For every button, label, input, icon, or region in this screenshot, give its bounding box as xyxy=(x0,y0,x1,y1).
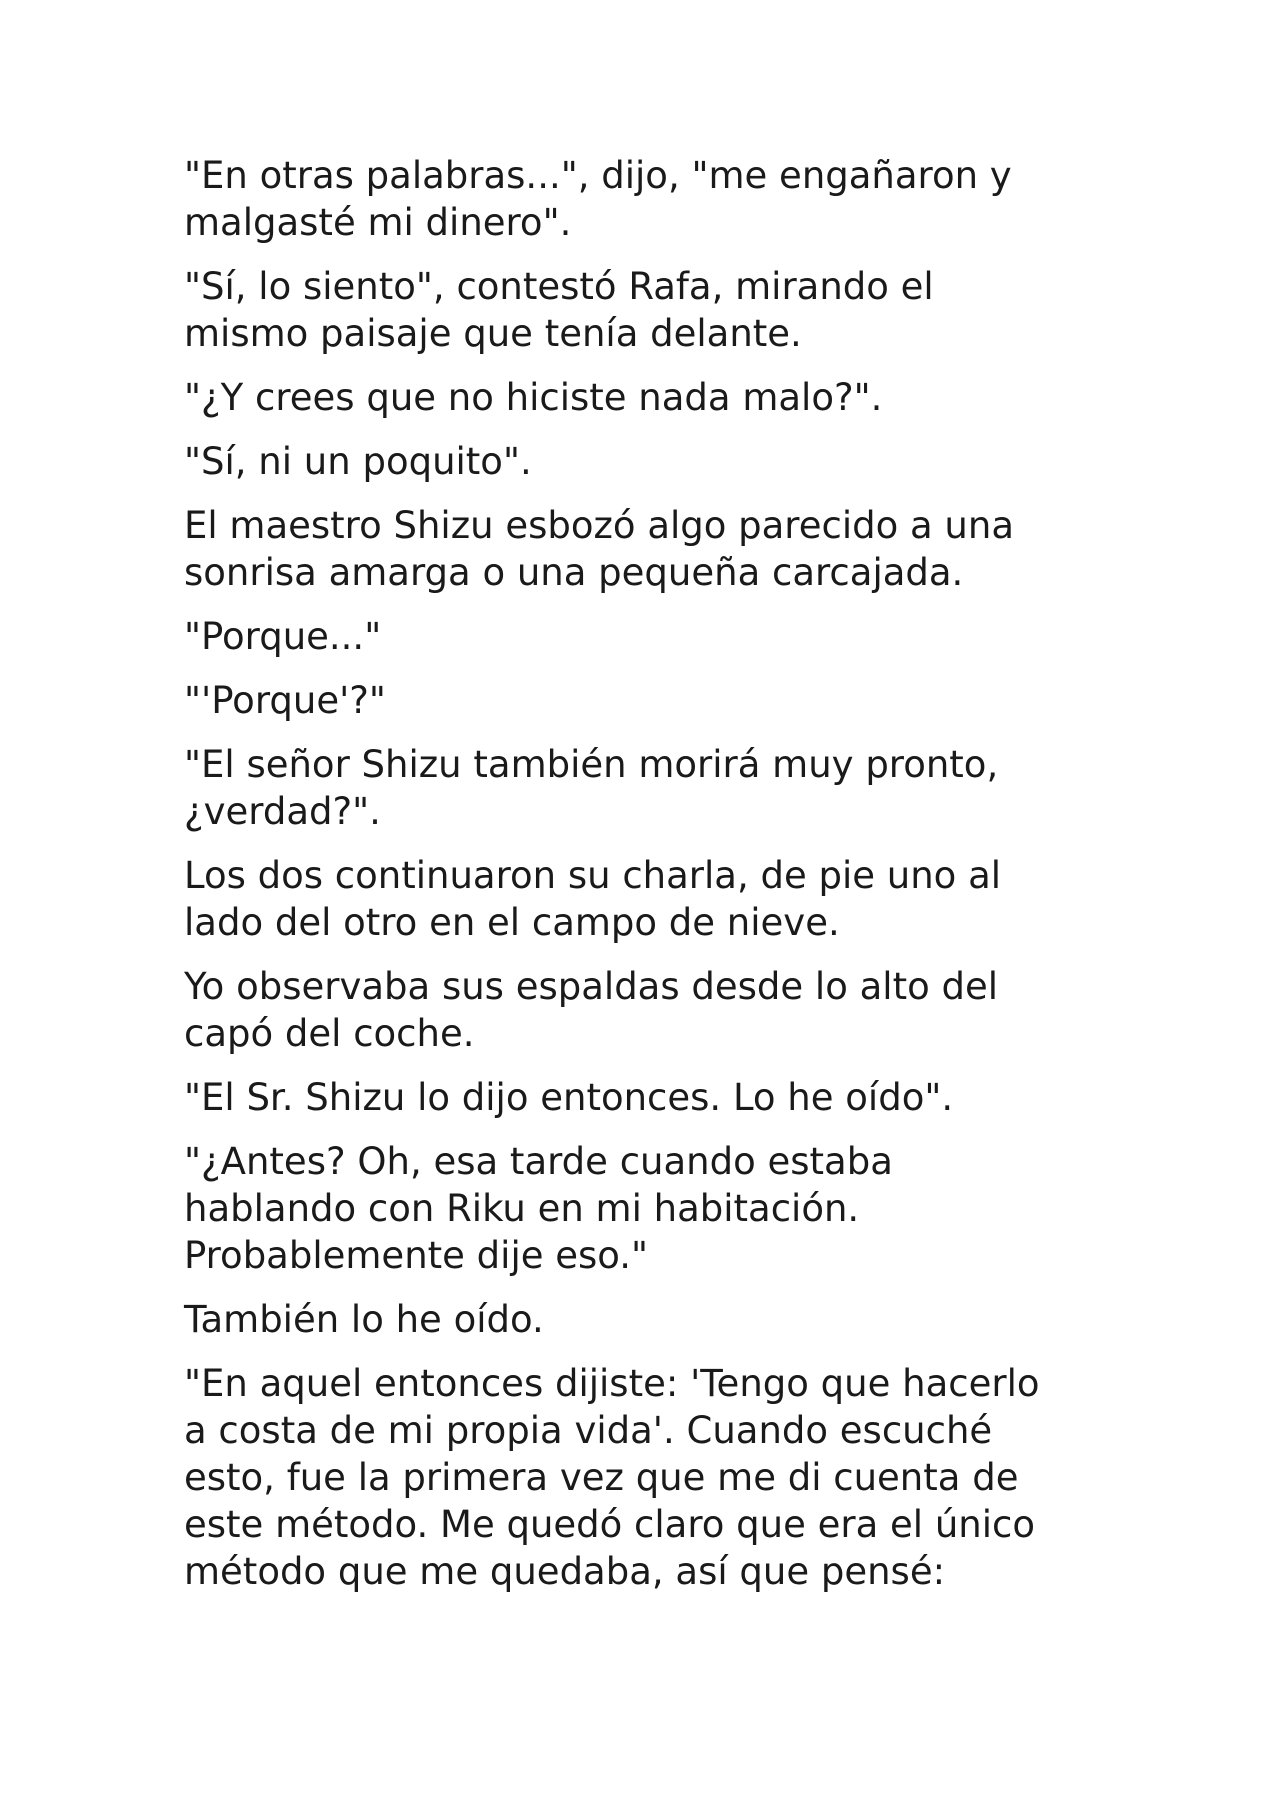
paragraph: "¿Antes? Oh, esa tarde cuando estaba hablando con Riku en mi habitación. Probablemente dije eso." xyxy=(184,1140,893,1277)
paragraph: Los dos continuaron su charla, de pie uno al lado del otro en el campo de nieve. xyxy=(184,854,1002,944)
paragraph: Yo observaba sus espaldas desde lo alto del capó del coche. xyxy=(184,965,998,1055)
paragraph: "Sí, ni un poquito". xyxy=(184,440,532,483)
paragraph: "En otras palabras...", dijo, "me engañaron y malgasté mi dinero". xyxy=(184,154,1012,244)
paragraph: "Sí, lo siento", contestó Rafa, mirando el mismo paisaje que tenía delante. xyxy=(184,265,934,355)
paragraph: "'Porque'?" xyxy=(184,679,386,722)
paragraph: "¿Y crees que no hiciste nada malo?". xyxy=(184,376,883,419)
paragraph: "Porque..." xyxy=(184,615,382,658)
paragraph: "El Sr. Shizu lo dijo entonces. Lo he oído". xyxy=(184,1076,954,1119)
paragraph: "El señor Shizu también morirá muy pronto, ¿verdad?". xyxy=(184,743,999,833)
body-text xyxy=(184,152,1114,1612)
paragraph: El maestro Shizu esbozó algo parecido a una sonrisa amarga o una pequeña carcajada. xyxy=(184,504,1014,594)
paragraph: También lo he oído. xyxy=(184,1298,544,1341)
paragraph: "En aquel entonces dijiste: 'Tengo que hacerlo a costa de mi propia vida'. Cuando escuché esto, fue la primera vez que me di cuenta de este método. Me quedó claro que era el único método que me quedaba, así que pensé: xyxy=(184,1362,1040,1593)
